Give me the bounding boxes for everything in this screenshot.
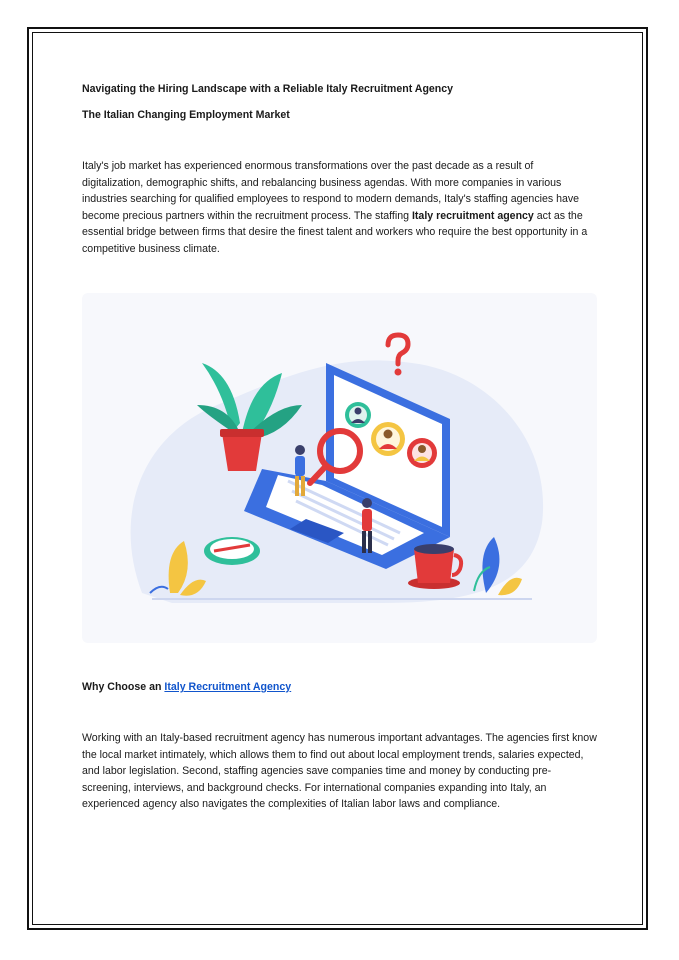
- recruitment-illustration: [82, 293, 597, 643]
- section-heading: [82, 680, 291, 695]
- section-heading-prefix: Why Choose an: [82, 681, 165, 693]
- section-subtitle: The Italian Changing Employment Market: [82, 109, 290, 121]
- intro-bold-keyword: Italy recruitment agency: [411, 209, 534, 222]
- document-title: Navigating the Hiring Landscape with a Reliable Italy Recruitment Agency: [82, 83, 454, 95]
- candidate-avatar-icon: [371, 422, 405, 456]
- advantages-paragraph: Working with an Italy-based recruitment agency has numerous important advantages. The agencies first know the local market intimately, which allows them to find out about local employment trends, salaries expected, and labor legislation. Second, staffing agencies save companies time and money by conducting pre-screening, interviews, and background checks. For international companies expanding into Italy, an experienced agency also navigates the complexities of Italian labor laws and compliance.: [82, 732, 597, 811]
- candidate-avatar-icon: [407, 438, 437, 468]
- intro-text-start: Italy's job market has experienced enormous transformations over the past decade as a result of digitalization, demographic shifts, and rebalancing business agendas. With more companies in various industries searching for qualified employees to respond to modern demands, Italy's staffing agencies have become precious partners within the recruitment process. The staffing: [82, 160, 580, 222]
- candidate-avatar-icon: [345, 402, 371, 428]
- recruitment-agency-link[interactable]: Italy Recruitment Agency: [164, 681, 292, 693]
- intro-paragraph: [82, 158, 597, 258]
- intro-text-end: act as the essential bridge between firms that desire the finest talent and workers who require the best opportunity in a competitive business climate.: [82, 209, 588, 255]
- illustration-svg: [82, 293, 597, 643]
- compass-icon: [204, 537, 260, 565]
